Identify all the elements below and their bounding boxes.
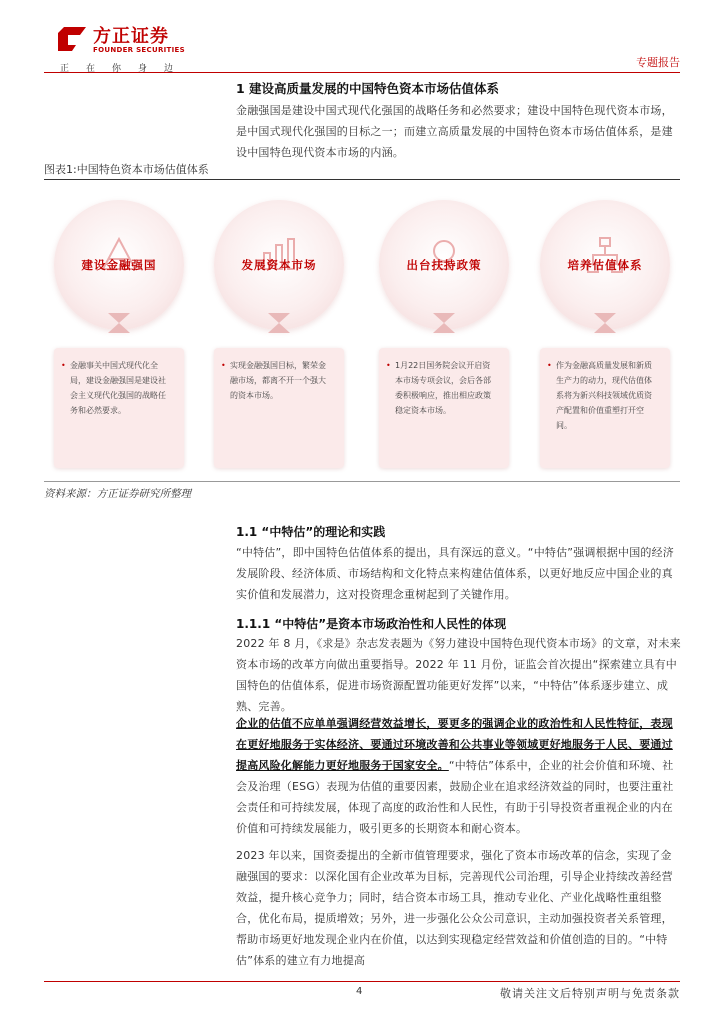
section-1-1-1-paragraph-a: 2022 年 8 月，《求是》杂志发表题为《努力建设中国特色现代资本市场》的文章，对未来资本市场的改革方向做出重要指导。2022 年 11 月份，证监会首次提出“探索建立具有中国特色的估值体系，促进市场资源配置功能更好发挥”以来，“中特估”体系逐步建立、成熟、完善。 <box>236 637 681 713</box>
figure-valuation-system <box>44 180 680 480</box>
bullet-icon: • <box>386 361 391 370</box>
card-text: 1月22日国务院会议开启资本市场专项会议，会后各部委积极响应，推出相应政策稳定资本市场。 <box>395 361 491 415</box>
card-text: 金融事关中国式现代化全局，建设金融强国是建设社会主义现代化强国的战略任务和必然要求。 <box>70 361 166 415</box>
figure-source: 资料来源：方正证券研究所整理 <box>44 488 191 500</box>
card-text: 实现金融强国目标，繁荣金融市场，都离不开一个强大的资本市场。 <box>230 361 326 400</box>
description-card <box>379 348 509 468</box>
circle-label: 培养估值体系 <box>567 258 643 272</box>
bullet-icon: • <box>221 361 226 370</box>
circle-label: 发展资本市场 <box>241 258 317 272</box>
section-heading-1-1-1: 1.1.1 “中特估”是资本市场政治性和人民性的体现 <box>236 617 507 631</box>
hourglass-arrow-icon <box>266 313 292 333</box>
section-1-1-1-paragraph-c: 2023 年以来，国资委提出的全新市值管理要求，强化了资本市场改革的信念，实现了金融强国的要求：以深化国有企业改革为目标，完善现代公司治理，引导企业持续改善经营效益，提升核心竞争力；同时，结合资本市场工具，推动专业化、产业化战略性重组整合，优化布局，提质增效；另外，进一步强化公众公司意识，主动加强投资者关系管理，帮助市场更好地发现企业内在价值，以达到实现稳定经营效益和价值创造的目的。“中特估”体系的建立有力地提高 <box>236 849 673 967</box>
description-card <box>214 348 344 468</box>
circle-node <box>540 200 670 330</box>
description-card <box>540 348 670 468</box>
hourglass-arrow-icon <box>592 313 618 333</box>
paragraph-text: “中特估”体系中，企业的社会价值和环境、社会及治理（ESG）表现为估值的重要因素，鼓励企业在追求经济效益的同时，也要注重社会责任和可持续发展，体现了高度的政治性和人民性，有助于引导投资者重视企业的内在价值和可持续发展能力，吸引更多的长期资本和耐心资本。 <box>236 759 674 835</box>
bullet-icon: • <box>547 361 552 370</box>
section-1-1-1-paragraph-b <box>236 713 682 839</box>
section-heading-1-1: 1.1 “中特估”的理论和实践 <box>236 525 386 539</box>
figure-caption: 图表1:中国特色资本市场估值体系 <box>44 163 209 176</box>
hourglass-arrow-icon <box>431 313 457 333</box>
section-heading-1: 1 建设高质量发展的中国特色资本市场估值体系 <box>236 81 500 96</box>
card-text: 作为金融高质量发展和新质生产力的动力，现代估值体系将为新兴科技领域优质资产配置和价值重塑打开空间。 <box>556 361 652 430</box>
emphasized-text: 企业的估值不应单单强调经营效益增长，要更多的强调企业的政治性和人民性特征，表现在更好地服务于实体经济、要通过环境改善和公共事业等领域更好地服务于人民、要通过提高风险化解能力更好地服务于国家安全。 <box>236 717 673 772</box>
footer-disclaimer: 敬请关注文后特别声明与免责条款 <box>500 987 680 1000</box>
circle-label: 建设金融强国 <box>81 258 157 272</box>
figure-bottom-rule <box>44 481 680 482</box>
figure-column-3 <box>369 180 519 480</box>
figure-column-2 <box>204 180 354 480</box>
footer-divider <box>44 981 680 982</box>
page-number: 4 <box>356 986 363 997</box>
bullet-icon: • <box>61 361 66 370</box>
circle-node <box>54 200 184 330</box>
section-1-paragraph: 金融强国是建设中国式现代化强国的战略任务和必然要求；建设中国特色现代资本市场，是中国式现代化强国的目标之一；而建立高质量发展的中国特色资本市场估值体系，是建设中国特色现代资本市场的内涵。 <box>236 104 673 159</box>
founder-logo-icon <box>54 25 88 53</box>
page-header <box>0 0 724 75</box>
figure-column-1 <box>44 180 194 480</box>
header-divider <box>44 72 680 73</box>
hourglass-arrow-icon <box>106 313 132 333</box>
description-card <box>54 348 184 468</box>
circle-node <box>379 200 509 330</box>
section-1-1-paragraph: “中特估”，即中国特色估值体系的提出，具有深远的意义。“中特估”强调根据中国的经济发展阶段、经济体质、市场结构和文化特点来构建估值体系，以更好地反应中国企业的真实价值和发展潜力，这对投资理念重树起到了关键作用。 <box>236 546 674 601</box>
logo-slogan: 正在你身边 <box>60 64 191 74</box>
figure-column-4 <box>530 180 680 480</box>
circle-label: 出台扶持政策 <box>406 258 482 272</box>
report-type: 专题报告 <box>636 56 680 69</box>
logo-company-name: 方正证券 <box>93 26 169 47</box>
circle-node <box>214 200 344 330</box>
logo-company-name-en: FOUNDER SECURITIES <box>93 46 185 54</box>
